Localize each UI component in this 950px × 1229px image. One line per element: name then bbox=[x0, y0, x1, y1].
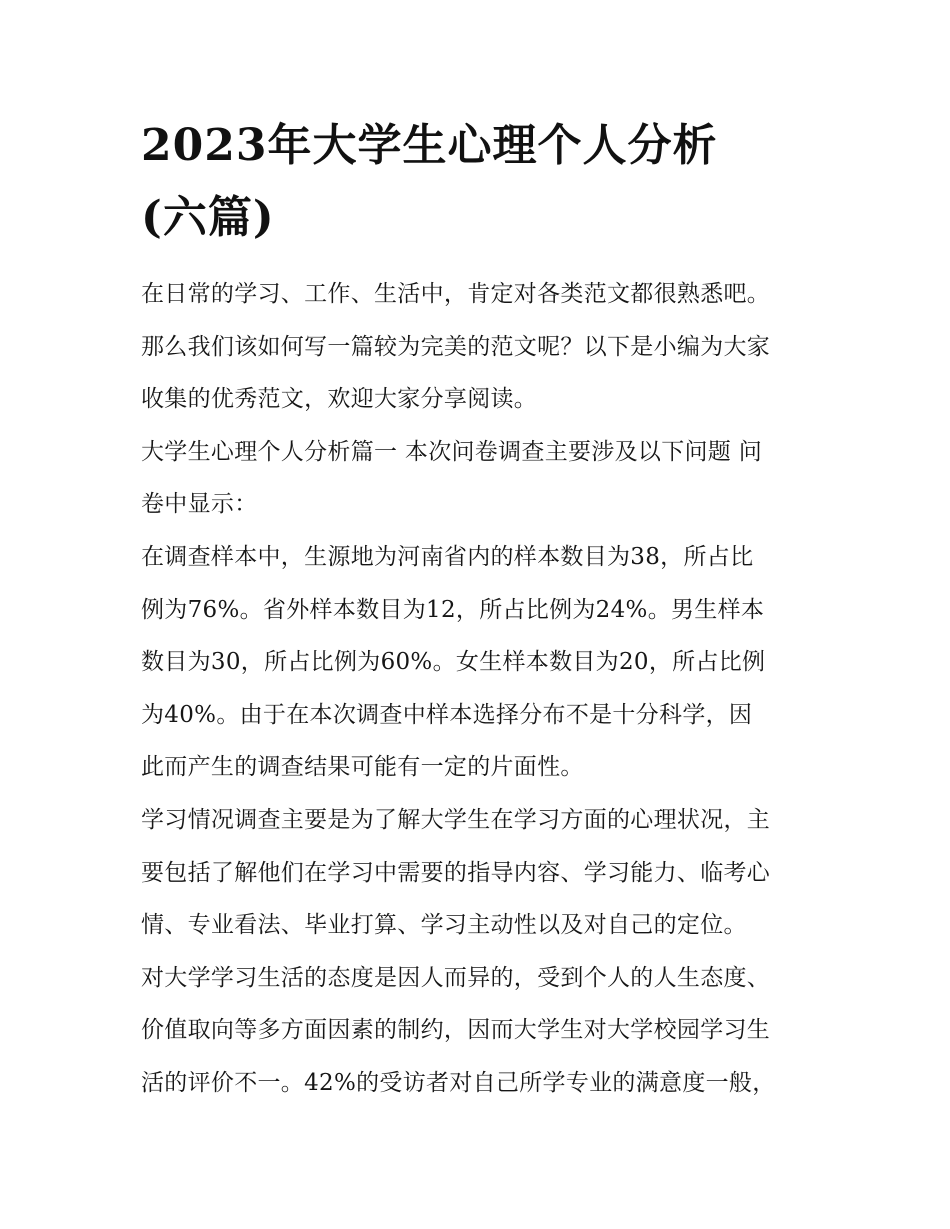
text-line: 学习情况调查主要是为了解大学生在学习方面的心理状况，主 bbox=[141, 806, 771, 833]
text-line: 例为76%。省外样本数目为12，所占比例为24%。男生样本 bbox=[141, 596, 765, 623]
title-line-1: 2023年大学生心理个人分析 bbox=[141, 120, 718, 171]
title-line-2: (六篇) bbox=[141, 192, 275, 243]
text-line: 此而产生的调查结果可能有一定的片面性。 bbox=[141, 754, 584, 781]
document-title bbox=[141, 110, 821, 254]
text-line: 对大学学习生活的态度是因人而异的，受到个人的人生态度、 bbox=[141, 964, 771, 991]
paragraph-section-heading bbox=[141, 426, 821, 531]
text-line: 情、专业看法、毕业打算、学习主动性以及对自己的定位。 bbox=[141, 912, 747, 939]
paragraph-sample bbox=[141, 531, 821, 794]
text-line: 卷中显示： bbox=[141, 491, 258, 518]
document-content bbox=[141, 110, 821, 1110]
document-body bbox=[141, 268, 821, 1110]
text-line: 在日常的学习、工作、生活中，肯定对各类范文都很熟悉吧。 bbox=[141, 281, 771, 307]
text-line: 那么我们该如何写一篇较为完美的范文呢？以下是小编为大家 bbox=[141, 333, 771, 360]
paragraph-intro bbox=[141, 268, 821, 426]
text-line: 活的评价不一。42%的受访者对自己所学专业的满意度一般， bbox=[141, 1069, 776, 1096]
text-line: 收集的优秀范文，欢迎大家分享阅读。 bbox=[141, 386, 538, 413]
paragraph-attitude bbox=[141, 952, 821, 1110]
text-line: 在调查样本中，生源地为河南省内的样本数目为38，所占比 bbox=[141, 543, 754, 570]
text-line: 大学生心理个人分析篇一 本次问卷调查主要涉及以下问题 问 bbox=[141, 438, 763, 465]
text-line: 为40%。由于在本次调查中样本选择分布不是十分科学，因 bbox=[141, 701, 753, 728]
paragraph-study-survey bbox=[141, 794, 821, 952]
text-line: 数目为30，所占比例为60%。女生样本数目为20，所占比例 bbox=[141, 649, 766, 676]
text-line: 要包括了解他们在学习中需要的指导内容、学习能力、临考心 bbox=[141, 859, 771, 886]
text-line: 价值取向等多方面因素的制约，因而大学生对大学校园学习生 bbox=[141, 1017, 771, 1044]
